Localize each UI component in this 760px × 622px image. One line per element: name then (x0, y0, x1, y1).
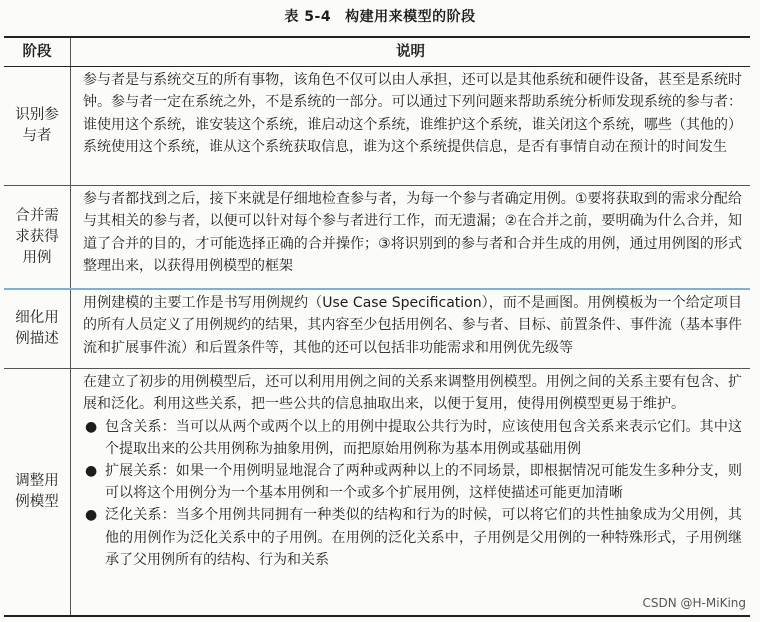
bullet-item (83, 460, 742, 504)
table-title: 构建用来模型的阶段 (345, 9, 476, 25)
bullet-text: 泛化关系：当多个用例共同拥有一种类似的结构和行为的时候，可以将它们的共性抽象成为父用例，其他的用例作为泛化关系中的子用例。在用例的泛化关系中，子用例是父用例的一种特殊形式，子用例继承了父用例所有的结构、行为和关系 (105, 507, 742, 568)
bullet-dot-icon: ● (85, 463, 98, 480)
bullet-item (83, 416, 742, 460)
description-cell (71, 369, 750, 615)
bullet-text: 包含关系：当可以从两个或两个以上的用例中提取公共行为时，应该使用包含关系来表示它们。其中这个提取出来的公共用例称为抽象用例，而把原始用例称为基本用例或基础用例 (105, 418, 742, 457)
table-row (4, 368, 750, 615)
description-intro: 在建立了初步的用例模型后，还可以利用用例之间的关系来调整用例模型。用例之间的关系主要有包含、扩展和泛化。利用这些关系，把一些公共的信息抽取出来，以便于复用，使得用例模型更易于维护。 (83, 374, 742, 413)
table-row (4, 288, 750, 368)
description-cell: 用例建模的主要工作是书写用例规约（Use Case Specification），而不是画图。用例模板为一个给定项目的所有人员定义了用例规约的结果，其内容至少包括用例名、参与者、目标、前置条件、事件流（基本事件流和扩展事件流）和后置条件等，其他的还可以包括非功能需求和用例优先级等 (83, 295, 742, 356)
header-stage: 阶段 (4, 38, 71, 66)
bullet-text: 扩展关系：如果一个用例明显地混合了两种或两种以上的不同场景，即根据情况可能发生多种分支，则可以将这个用例分为一个基本用例和一个或多个扩展用例，这样使描述可能更加清晰 (105, 463, 742, 502)
header-description: 说明 (396, 44, 425, 60)
stages-table (4, 36, 750, 617)
description-cell: 参与者都找到之后，接下来就是仔细地检查参与者，为每一个参与者确定用例。①要将获取到的需求分配给与其相关的参与者，以便可以针对每个参与者进行工作，而无遗漏；②在合并之前，要明确为什么合并，知道了合并的目的，才可能选择正确的合并操作；③将识别到的参与者和合并生成的用例，通过用例图的形式整理出来，以获得用例模型的框架 (83, 191, 742, 274)
bullet-dot-icon: ● (85, 418, 98, 435)
stage-cell: 合并需求获得用例 (4, 186, 71, 288)
table-number: 表 5-4 (284, 9, 332, 25)
stage-cell: 调整用例模型 (4, 369, 71, 615)
watermark: CSDN @H-MiKing (642, 596, 746, 610)
table-header-row (4, 38, 750, 67)
stage-cell: 细化用例描述 (4, 290, 71, 368)
description-cell: 参与者是与系统交互的所有事物，该角色不仅可以由人承担，还可以是其他系统和硬件设备，甚至是系统时钟。参与者一定在系统之外，不是系统的一部分。可以通过下列问题来帮助系统分析师发现系统的参与者：谁使用这个系统，谁安装这个系统，谁启动这个系统，谁维护这个系统，谁关闭这个系统，哪些（其他的）系统使用这个系统，谁从这个系统获取信息，谁为这个系统提供信息，是否有事情自动在预计的时间发生 (83, 72, 742, 155)
table-row (4, 185, 750, 288)
stage-cell: 识别参与者 (4, 67, 71, 185)
bullet-item (83, 504, 742, 571)
table-caption (0, 6, 760, 26)
bullet-dot-icon: ● (85, 507, 98, 524)
table-row (4, 67, 750, 185)
